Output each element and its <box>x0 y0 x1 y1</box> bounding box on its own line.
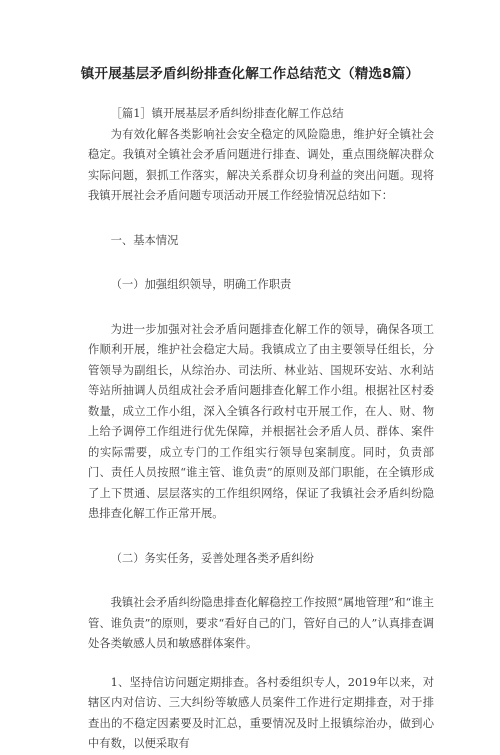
paragraph-organization: 为进一步加强对社会矛盾问题排查化解工作的领导，确保各项工作顺利开展，维护社会稳定大局。我镇成立了由主要领导任组长，分管领导为副组长，从综治办、司法所、林业站、国规环安站、水利站等站所抽调人员组成社会矛盾问题排查化解工作小组。根据社区村委数量，成立工作小组，深入全镇各行政村屯开展工作，在人、财、物上给予调停工作组进行优先保障，并根据社会矛盾人员、群体、案件的实际需要，成立专门的工作组实行领导包案制度。同时，负责部门、责任人员按照“谁主管、谁负责”的原则及部门职能，在全镇形成了上下贯通、层层落实的工作组织网络，保证了我镇社会矛盾纠纷隐患排查化解工作正常开展。 <box>88 322 434 520</box>
paragraph-petition-screening: 1、坚持信访问题定期排查。各村委组织专人，2019年以来，对辖区内对信访、三大纠纷等敏感人员案件工作进行定期排查，对于排查出的不稳定因素要及时汇总，重要情况及时上报镇综治办，做到心中有数，以便采取有 <box>88 675 434 750</box>
subheading-tasks: （二）务实任务，妥善处理各类矛盾纠纷 <box>110 551 314 565</box>
intro-paragraph: 为有效化解各类影响社会安全稳定的风险隐患，维护好全镇社会稳定。我镇对全镇社会矛盾问题进行排查、调处，重点围绕解决群众实际问题，狠抓工作落实，解决关系群众切身利益的突出问题。现将我镇开展社会矛盾问题专项活动开展工作经验情况总结如下： <box>88 127 434 202</box>
heading-basic-situation: 一、基本情况 <box>110 233 179 247</box>
section-label: ［篇1］镇开展基层矛盾纠纷排查化解工作总结 <box>110 107 344 120</box>
document-title: 镇开展基层矛盾纠纷排查化解工作总结范文（精选8篇） <box>80 66 420 82</box>
subheading-organization: （一）加强组织领导，明确工作职责 <box>110 278 292 291</box>
document-body <box>88 104 434 755</box>
paragraph-tasks: 我镇社会矛盾纠纷隐患排查化解稳控工作按照“属地管理”和“谁主管、谁负责”的原则，要求“看好自己的门，管好自己的人”认真排查调处各类敏感人员和敏感群体案件。 <box>88 596 434 650</box>
